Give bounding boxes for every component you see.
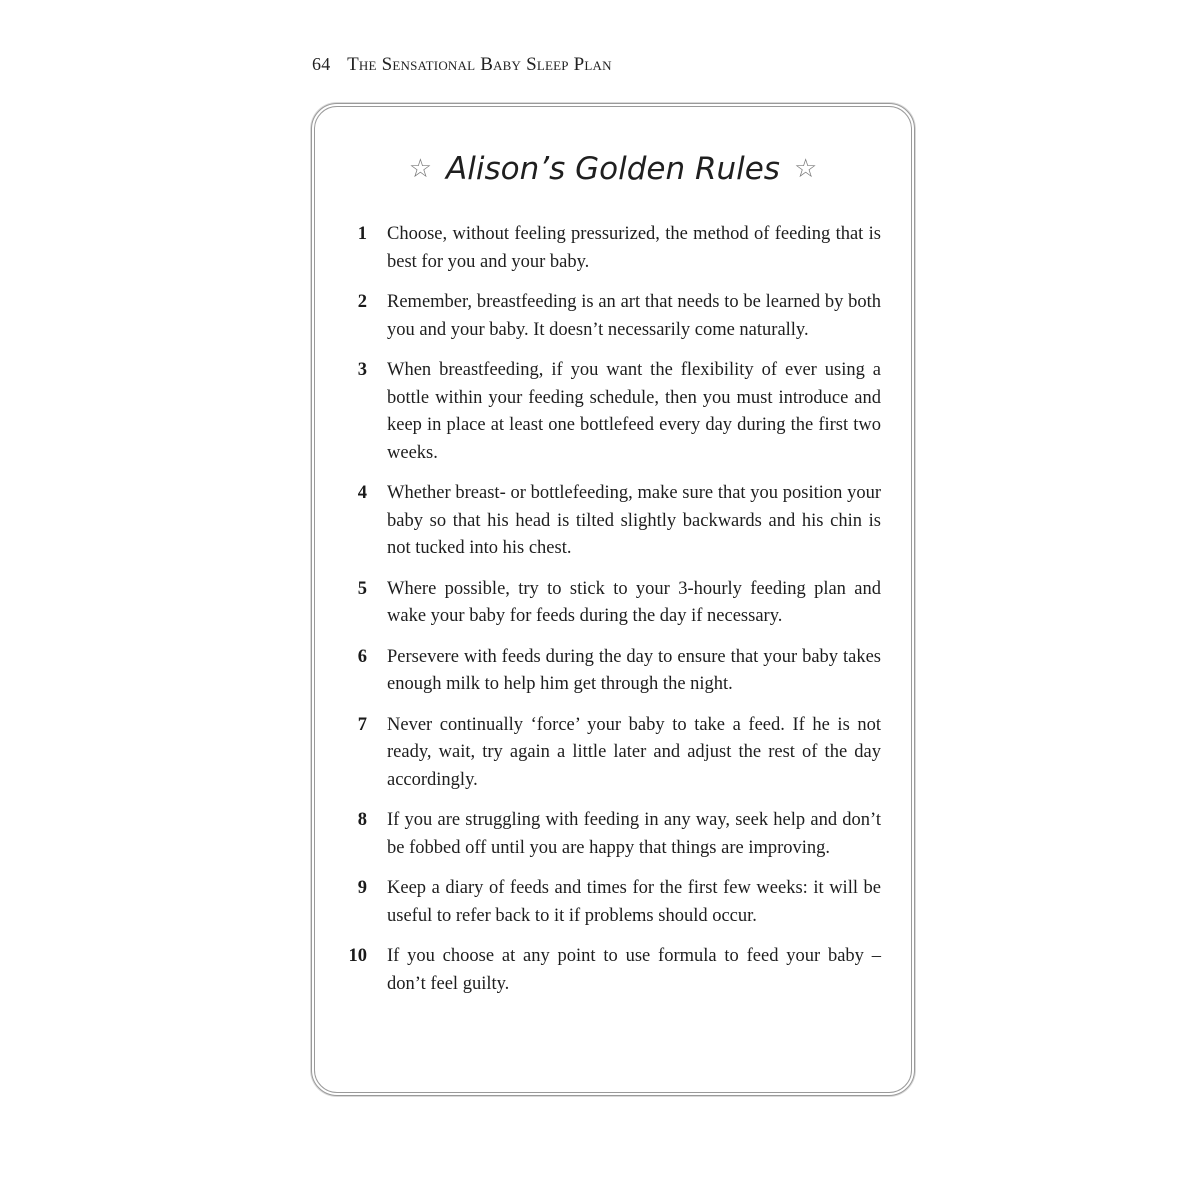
rule-item: [333, 357, 881, 467]
rule-text: If you are struggling with feeding in any way, seek help and don’t be fobbed off until you are happy that things are improving.: [387, 810, 881, 858]
rule-text: Whether breast- or bottlefeeding, make sure that you position your baby so that his head is tilted slightly backwards and his chin is not tucked into his chest.: [387, 483, 881, 558]
rule-number: 7: [357, 714, 367, 735]
rule-number: 10: [348, 946, 367, 966]
box-title-row: [315, 151, 911, 187]
rule-text: Persevere with feeds during the day to ensure that your baby takes enough milk to help him get through the night.: [387, 646, 881, 694]
rule-number: 1: [357, 224, 367, 244]
rule-item: [333, 712, 881, 795]
golden-rules-box: [311, 103, 915, 1096]
rules-list: [333, 221, 881, 1011]
rule-text: Where possible, try to stick to your 3-hourly feeding plan and wake your baby for feeds during the day if necessary.: [387, 578, 881, 626]
star-icon: ☆: [408, 154, 433, 184]
rule-item: [333, 943, 881, 998]
rule-text: When breastfeeding, if you want the flexibility of ever using a bottle within your feeding schedule, then you must introduce and keep in place at least one bottlefeed every day during the first two weeks.: [387, 360, 881, 463]
rule-number: 6: [357, 646, 367, 667]
rule-item: [333, 875, 881, 930]
rule-text: Choose, without feeling pressurized, the method of feeding that is best for you and your baby.: [387, 224, 881, 272]
rule-number: 2: [357, 292, 367, 312]
box-title: Alison’s Golden Rules: [446, 151, 780, 187]
running-head: [312, 54, 612, 76]
rule-number: 9: [357, 878, 367, 898]
star-icon: ☆: [793, 154, 818, 184]
rule-text: Never continually ‘force’ your baby to take a feed. If he is not ready, wait, try again a little later and adjust the rest of the day accordingly.: [387, 714, 881, 790]
rule-item: [333, 644, 881, 699]
rule-item: [333, 576, 881, 631]
rule-number: 3: [357, 360, 367, 380]
rule-text: If you choose at any point to use formula to feed your baby – don’t feel guilty.: [387, 946, 881, 994]
page-number: 64: [312, 54, 331, 74]
rule-item: [333, 221, 881, 276]
rule-item: [333, 289, 881, 344]
book-title: The Sensational Baby Sleep Plan: [347, 54, 612, 75]
rule-number: 5: [357, 578, 367, 599]
rule-text: Remember, breastfeeding is an art that needs to be learned by both you and your baby. It doesn’t necessarily come naturally.: [387, 292, 881, 340]
rule-item: [333, 480, 881, 563]
rule-item: [333, 807, 881, 862]
rule-number: 8: [357, 810, 367, 830]
rule-number: 4: [357, 483, 367, 503]
rule-text: Keep a diary of feeds and times for the first few weeks: it will be useful to refer back to it if problems should occur.: [387, 878, 881, 926]
